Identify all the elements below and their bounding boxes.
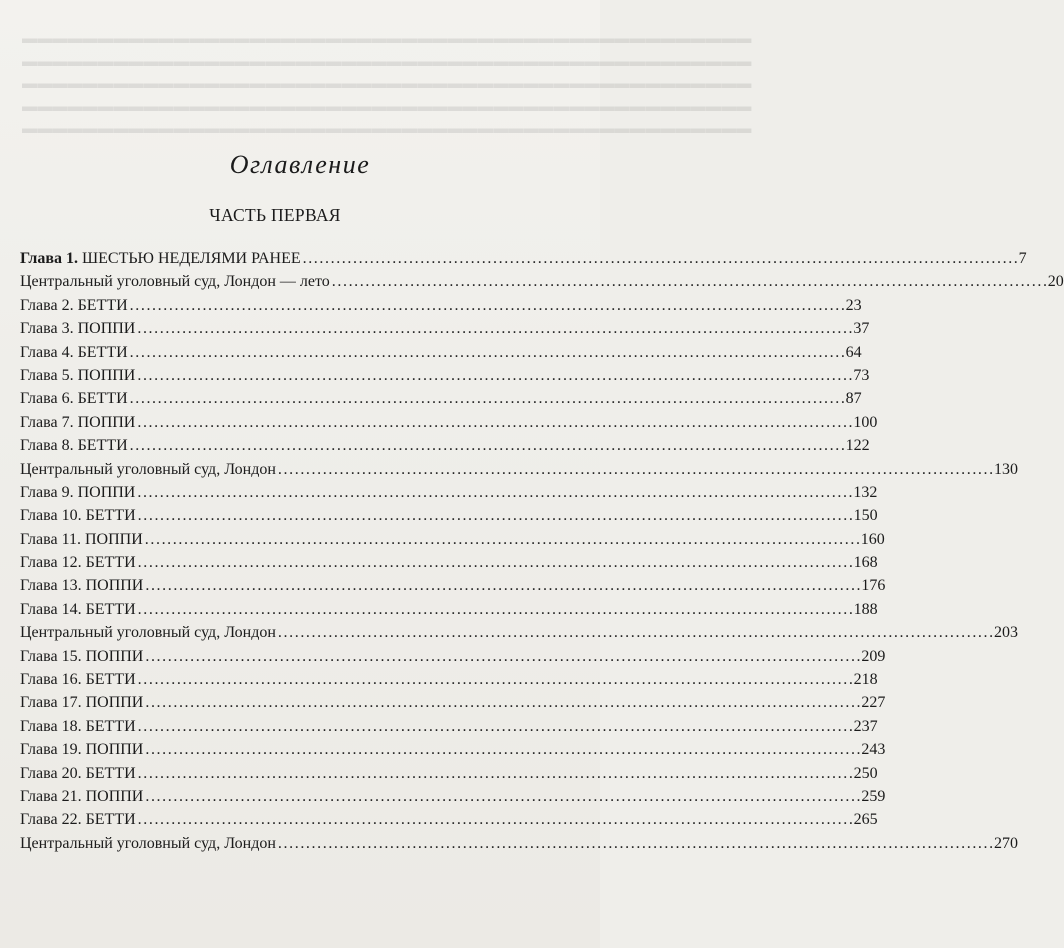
- toc-entry-text: Глава 11. ПОППИ: [20, 530, 143, 548]
- toc-entry: [20, 366, 870, 390]
- toc-entry-label: [20, 671, 136, 689]
- toc-entry: [20, 507, 878, 530]
- toc-entry-label: [20, 577, 143, 595]
- bleed-through-text: ▬▬▬▬▬▬▬▬▬▬▬▬▬▬▬▬▬▬▬▬▬▬▬▬▬▬▬▬▬▬▬▬▬▬▬▬▬▬▬▬▬▬▬▬▬▬▬▬ ▬▬▬▬▬▬▬▬▬▬▬▬▬▬▬▬▬▬▬▬▬▬▬▬▬▬▬▬▬▬▬▬▬▬▬▬▬▬▬▬▬▬▬▬▬▬▬▬ ▬▬▬▬▬▬▬▬▬▬▬▬▬▬▬▬▬▬▬▬▬▬▬▬▬▬▬▬▬▬▬▬▬▬▬▬▬▬▬▬▬▬▬▬▬▬▬▬ ▬▬▬▬▬▬▬▬▬▬▬▬▬▬▬▬▬▬▬▬▬▬▬▬▬▬▬▬▬▬▬▬▬▬▬▬▬▬▬▬▬▬▬▬▬▬▬▬ ▬▬▬▬▬▬▬▬▬▬▬▬▬▬▬▬▬▬▬▬▬▬▬▬▬▬▬▬▬▬▬▬▬▬▬▬▬▬▬▬▬▬▬▬▬▬▬▬: [22, 31, 752, 138]
- toc-entry-page: 23: [845, 296, 862, 314]
- toc-entry-page: 64: [845, 343, 862, 361]
- toc-entry-page: 265: [853, 811, 878, 829]
- toc-entry: [20, 460, 1018, 484]
- dot-leader: [130, 344, 844, 362]
- toc-entry-label: [20, 694, 143, 712]
- toc-entry-text: Глава 12. БЕТТИ: [20, 554, 136, 572]
- dot-leader: [138, 671, 852, 689]
- toc-entry-text: Глава 14. БЕТТИ: [20, 600, 136, 618]
- dot-leader: [138, 507, 852, 525]
- part-title: ЧАСТЬ ПЕРВАЯ: [209, 205, 341, 225]
- page-title: Оглавление: [229, 150, 371, 179]
- toc-entry-label: [20, 531, 143, 549]
- toc-entry-text: Глава 2. БЕТТИ: [20, 296, 128, 314]
- toc-entry: [20, 320, 870, 343]
- toc-entry: [20, 624, 1018, 647]
- dot-leader: [145, 531, 859, 549]
- toc-entry: [20, 530, 885, 554]
- toc-entry-page: 176: [861, 577, 886, 595]
- toc-entry-page: 7: [1018, 250, 1027, 267]
- toc-entry-page: 130: [993, 460, 1018, 478]
- toc-entry-label: [20, 741, 143, 759]
- toc-entry-label: [20, 297, 128, 315]
- dot-leader: [130, 437, 844, 455]
- toc-entry-page: 259: [861, 787, 886, 805]
- toc-entry-label: [20, 765, 136, 783]
- toc-entry-page: 132: [853, 483, 878, 501]
- toc-entry-page: 237: [853, 717, 878, 735]
- toc-entry-page: 218: [853, 671, 878, 689]
- toc-entry-prefix: Глава 1.: [20, 250, 78, 267]
- toc-entry: [20, 413, 878, 437]
- toc-entry-text: Глава 16. БЕТТИ: [20, 671, 136, 689]
- dot-leader: [278, 461, 992, 479]
- toc-entry: [20, 343, 862, 367]
- toc-entry-label: [20, 320, 135, 338]
- toc-entry-text: Глава 15. ПОППИ: [20, 647, 144, 665]
- toc-entry-label: [20, 507, 136, 525]
- toc-entry-text: Центральный уголовный суд, Лондон: [20, 624, 276, 642]
- toc-entry-page: 209: [861, 647, 886, 665]
- toc-entry-label: [20, 554, 136, 572]
- toc-entry: [20, 741, 886, 764]
- toc-entry-page: 73: [853, 366, 870, 384]
- dot-leader: [137, 484, 851, 502]
- toc-entry-text: Глава 18. БЕТТИ: [20, 717, 136, 735]
- dot-leader: [303, 250, 1017, 268]
- toc-entry-label: [20, 811, 136, 829]
- toc-entry: [20, 764, 878, 788]
- toc-entry: [20, 834, 1018, 858]
- toc-entry-page: 168: [853, 554, 878, 572]
- dot-leader: [332, 273, 1046, 291]
- dot-leader: [145, 741, 859, 759]
- toc-entry-text: ШЕСТЬЮ НЕДЕЛЯМИ РАНЕЕ: [78, 250, 301, 267]
- toc-entry-page: 100: [853, 413, 878, 431]
- toc-entry-label: [20, 367, 135, 385]
- toc-entry-text: Глава 13. ПОППИ: [20, 577, 144, 595]
- toc-entry-page: 160: [860, 530, 885, 548]
- dot-leader: [145, 694, 859, 712]
- toc-entry-page: 87: [845, 390, 862, 408]
- toc-entry-text: Центральный уголовный суд, Лондон — лето: [20, 273, 330, 291]
- dot-leader: [138, 765, 852, 783]
- toc-entry-label: [20, 788, 143, 806]
- toc-entry-text: Глава 19. ПОППИ: [20, 741, 144, 759]
- toc-entry-label: [20, 437, 128, 455]
- dot-leader: [138, 554, 852, 572]
- toc-entry-page: 243: [861, 741, 886, 759]
- dot-leader: [137, 414, 851, 432]
- toc-entry-text: Глава 10. БЕТТИ: [20, 507, 136, 525]
- toc-entry-label: [20, 461, 276, 479]
- toc-entry-text: Глава 8. БЕТТИ: [20, 437, 128, 455]
- toc-entry-text: Глава 21. ПОППИ: [20, 787, 144, 805]
- toc-entry-text: Глава 9. ПОППИ: [20, 483, 136, 501]
- toc-entry: [20, 811, 878, 834]
- toc-entry-label: [20, 390, 128, 408]
- toc-entry: [20, 717, 878, 741]
- toc-entry-page: 150: [853, 507, 878, 525]
- toc-entry-page: 37: [853, 320, 870, 338]
- dot-leader: [138, 601, 852, 619]
- toc-entry-page: 188: [853, 600, 878, 618]
- toc-entry: [20, 694, 886, 717]
- toc-entry-text: Центральный уголовный суд, Лондон: [20, 834, 276, 852]
- toc-entry-label: [20, 624, 276, 642]
- dot-leader: [137, 320, 851, 338]
- toc-entry: [20, 554, 878, 577]
- toc-entry-page: 203: [993, 624, 1018, 642]
- toc-entry-text: Глава 6. БЕТТИ: [20, 390, 128, 408]
- toc-entry-label: [20, 414, 135, 432]
- dot-leader: [145, 648, 859, 666]
- toc-entry-text: Глава 22. БЕТТИ: [20, 811, 136, 829]
- toc-entry-label: [20, 344, 128, 362]
- toc-entry-text: Глава 17. ПОППИ: [20, 694, 144, 712]
- toc-entry-label: [20, 718, 136, 736]
- toc-entry: [20, 296, 862, 320]
- toc-entry-text: Глава 5. ПОППИ: [20, 366, 136, 384]
- toc-entry-text: Глава 7. ПОППИ: [20, 413, 136, 431]
- dot-leader: [278, 624, 992, 642]
- dot-leader: [137, 367, 851, 385]
- toc-entry: [20, 250, 1027, 273]
- toc-entry-text: Глава 20. БЕТТИ: [20, 764, 136, 782]
- toc-entry: [20, 787, 886, 811]
- toc-entry-page: 227: [861, 694, 886, 712]
- toc-entry: [20, 390, 862, 413]
- dot-leader: [138, 718, 852, 736]
- toc-entry-label: [20, 835, 276, 853]
- toc-list: [20, 250, 1064, 858]
- toc-entry: [20, 600, 878, 624]
- dot-leader: [145, 577, 859, 595]
- dot-leader: [278, 835, 992, 853]
- toc-entry: [20, 647, 886, 671]
- dot-leader: [145, 788, 859, 806]
- toc-entry-text: Глава 3. ПОППИ: [20, 320, 136, 338]
- toc-entry-label: [20, 601, 136, 619]
- toc-entry-text: Глава 4. БЕТТИ: [20, 343, 128, 361]
- toc-entry-label: [20, 484, 135, 502]
- toc-entry: [20, 577, 886, 600]
- toc-entry-page: 20: [1047, 273, 1064, 291]
- toc-entry: [20, 273, 1064, 296]
- dot-leader: [130, 390, 844, 408]
- toc-entry-label: [20, 273, 330, 291]
- toc-entry-page: 122: [845, 437, 870, 455]
- toc-entry-page: 250: [853, 764, 878, 782]
- toc-entry-text: Центральный уголовный суд, Лондон: [20, 460, 276, 478]
- toc-entry-page: 270: [993, 834, 1018, 852]
- toc-entry: [20, 437, 870, 460]
- toc-entry: [20, 671, 878, 694]
- toc-entry-label: [20, 648, 143, 666]
- dot-leader: [130, 297, 844, 315]
- toc-entry: [20, 483, 878, 507]
- dot-leader: [138, 811, 852, 829]
- toc-entry-label: [20, 250, 301, 268]
